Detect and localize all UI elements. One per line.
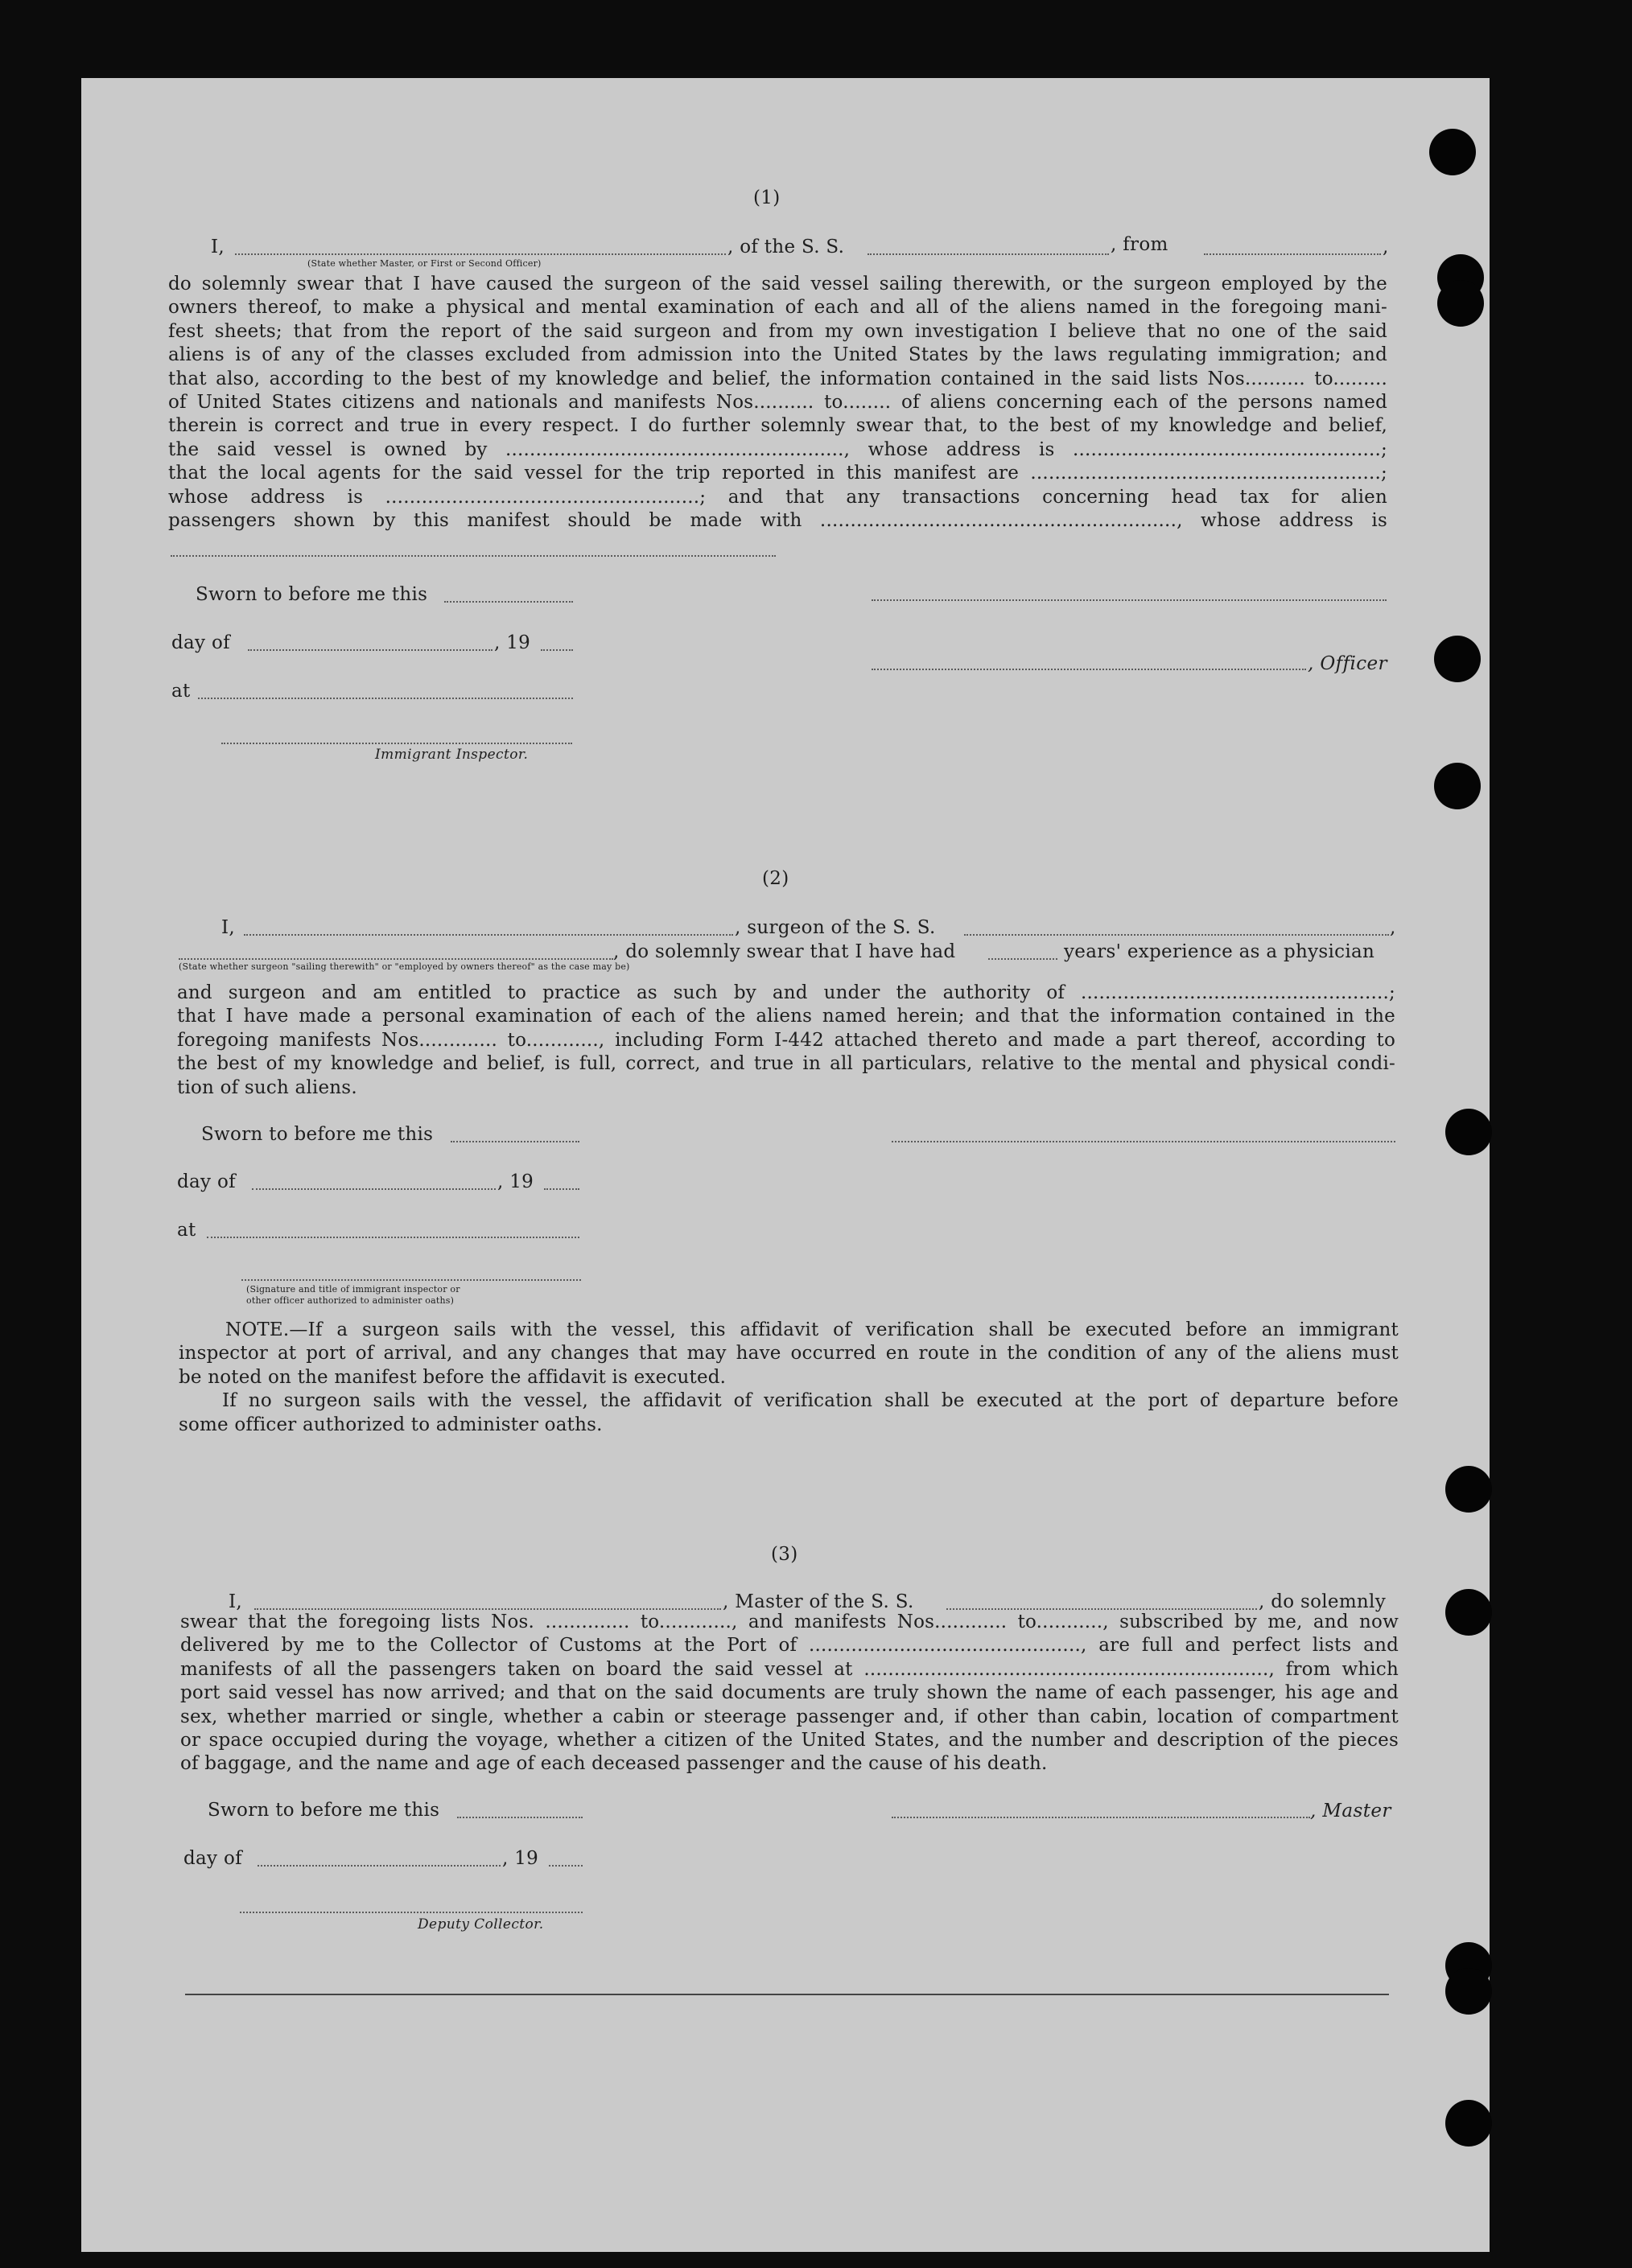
sworn-label: Sworn to before me this <box>208 1800 440 1821</box>
surgeon-signature-line <box>892 1141 1395 1142</box>
day-of-label: day of <box>171 632 230 653</box>
punch-hole <box>1445 1968 1492 2015</box>
from-label: , from <box>1111 234 1168 255</box>
year-line <box>544 1188 579 1190</box>
punch-hole <box>1434 763 1481 809</box>
years-line <box>988 958 1057 960</box>
from-port-line <box>1204 253 1381 255</box>
sworn-date-line <box>444 601 573 603</box>
day-line <box>248 649 492 651</box>
vessel-name-line <box>964 934 1389 936</box>
punch-hole <box>1434 636 1481 682</box>
sworn-date-line <box>451 1141 579 1142</box>
official-signature-line <box>241 1279 581 1281</box>
oath-intro: I, <box>211 237 225 257</box>
day-of-label: day of <box>177 1171 236 1192</box>
punch-hole <box>1437 280 1484 327</box>
collector-label: Deputy Collector. <box>418 1916 544 1933</box>
punch-hole <box>1445 2100 1492 2147</box>
punch-hole <box>1445 1109 1492 1155</box>
at-line <box>207 1237 579 1238</box>
year-line <box>541 649 573 651</box>
officer-label: , Officer <box>1308 653 1387 674</box>
master-name-line <box>254 1608 721 1610</box>
swear-label: , do solemnly swear that I have had <box>613 941 956 962</box>
bottom-rule <box>185 1994 1389 1995</box>
official-signature-hint: (Signature and title of immigrant inspector or <box>246 1284 460 1295</box>
surgeon-status-line <box>179 958 613 960</box>
officer-rank-hint: (State whether Master, or First or Second Officer) <box>307 258 542 269</box>
at-line <box>198 698 573 699</box>
vessel-name-line <box>946 1608 1257 1610</box>
section-number: (3) <box>771 1544 798 1565</box>
official-signature-hint: other officer authorized to administer oaths) <box>246 1295 455 1306</box>
year-label: , 19 <box>494 632 531 653</box>
surgeon-name-line <box>244 934 733 936</box>
sworn-label: Sworn to before me this <box>196 584 428 605</box>
master-vessel-label: , Master of the S. S. <box>723 1591 914 1612</box>
sworn-label: Sworn to before me this <box>201 1124 434 1145</box>
oath-body: do solemnly swear that I have caused the surgeon of the said vessel sailing therewith, or the surgeon employed by the owners thereof, to make a physical and mental examination of each and all of the aliens named in the foregoing mani- fest sheets; that from the report of the said surgeon and from my own investigation I believe that no one of the said aliens is of any of the classes excluded from admission into the United States by the laws regulating immigration; and that also, according to the best of my knowledge and belief, the information contained in the said lists Nos.......... to......... of United States citizens and nationals and manifests Nos.......... to........ of aliens concerning each of the persons named therein is correct and true in every respect. I do further solemnly swear that, to the best of my knowledge and belief, the said vessel is owned by ........................................................, whose address is ...................................................; that the local agents for the said vessel for the trip reported in this manifest are ..........................................................; whose address is ....................................................; and that any transactions concerning head tax for alien passengers shown by this manifest should be made with ..........................................................., whose address is <box>168 274 1387 532</box>
comma: , <box>1383 237 1389 257</box>
collector-signature-line <box>240 1912 583 1913</box>
punch-hole <box>1445 1589 1492 1636</box>
at-label: at <box>177 1220 196 1241</box>
year-line <box>549 1865 583 1867</box>
officer-signature-line <box>872 599 1387 601</box>
years-experience-label: years' experience as a physician <box>1064 941 1375 962</box>
year-label: , 19 <box>502 1848 539 1869</box>
day-of-label: day of <box>183 1848 242 1869</box>
comma: , <box>1390 917 1396 938</box>
inspector-signature-line <box>221 743 572 744</box>
master-oath-body: swear that the foregoing lists Nos. .............. to............, and manifests Nos............ to..........., subscribed by me, and now delivered by me to the Collector of Customs at the Port of ............................................., are full and perfect lists and manifests of all the passengers taken on board the said vessel at ..................................................................., from which port said vessel has now arrived; and that on the said documents are truly shown the name of each passenger, his age and sex, whether married or single, whether a cabin or steerage passenger and, if other than cabin, location of compartment or space occupied during the voyage, whether a citizen of the United States, and the number and description of the pieces of baggage, and the name and age of each deceased passenger and the cause of his death. <box>180 1611 1399 1775</box>
do-solemnly-label: , do solemnly <box>1259 1591 1386 1612</box>
vessel-label: , of the S. S. <box>727 237 845 257</box>
punch-hole <box>1429 129 1476 175</box>
oath-intro: I, <box>229 1591 242 1612</box>
address-continuation-line <box>171 555 776 557</box>
surgeon-status-hint: (State whether surgeon "sailing therewith" or "employed by owners thereof" as the case may be) <box>179 961 630 972</box>
master-signature-line <box>892 1817 1310 1818</box>
day-line <box>258 1865 501 1867</box>
at-label: at <box>171 681 191 702</box>
section-number: (2) <box>762 868 789 889</box>
officer-name-line <box>235 253 726 255</box>
oath-intro: I, <box>221 917 235 938</box>
sworn-date-line <box>457 1817 583 1818</box>
master-label: , Master <box>1310 1801 1391 1821</box>
inspector-label: Immigrant Inspector. <box>375 747 529 763</box>
year-label: , 19 <box>497 1171 534 1192</box>
officer-title-line <box>872 669 1306 670</box>
section-number: (1) <box>753 187 781 208</box>
vessel-name-line <box>868 253 1109 255</box>
day-line <box>252 1188 496 1190</box>
surgeon-oath-body: and surgeon and am entitled to practice as such by and under the authority of ...................................................; that I have made a personal examination of each of the aliens named herein; and that the information contained in the foregoing manifests Nos............. to............, including Form I-442 attached thereto and made a part thereof, according to the best of my knowledge and belief, is full, correct, and true in all particulars, relative to the mental and physical condi- tion of such aliens. <box>177 982 1395 1098</box>
note-paragraph: NOTE.—If a surgeon sails with the vessel, this affidavit of verification shall be executed before an immigrant inspector at port of arrival, and any changes that may have occurred en route in the condition of any of the aliens must be noted on the manifest before the affidavit is executed. If no surgeon sails with the vessel, the affidavit of verification shall be executed at the port of departure before some officer authorized to administer oaths. <box>179 1319 1399 1435</box>
surgeon-vessel-label: , surgeon of the S. S. <box>735 917 936 938</box>
punch-hole <box>1445 1466 1492 1513</box>
